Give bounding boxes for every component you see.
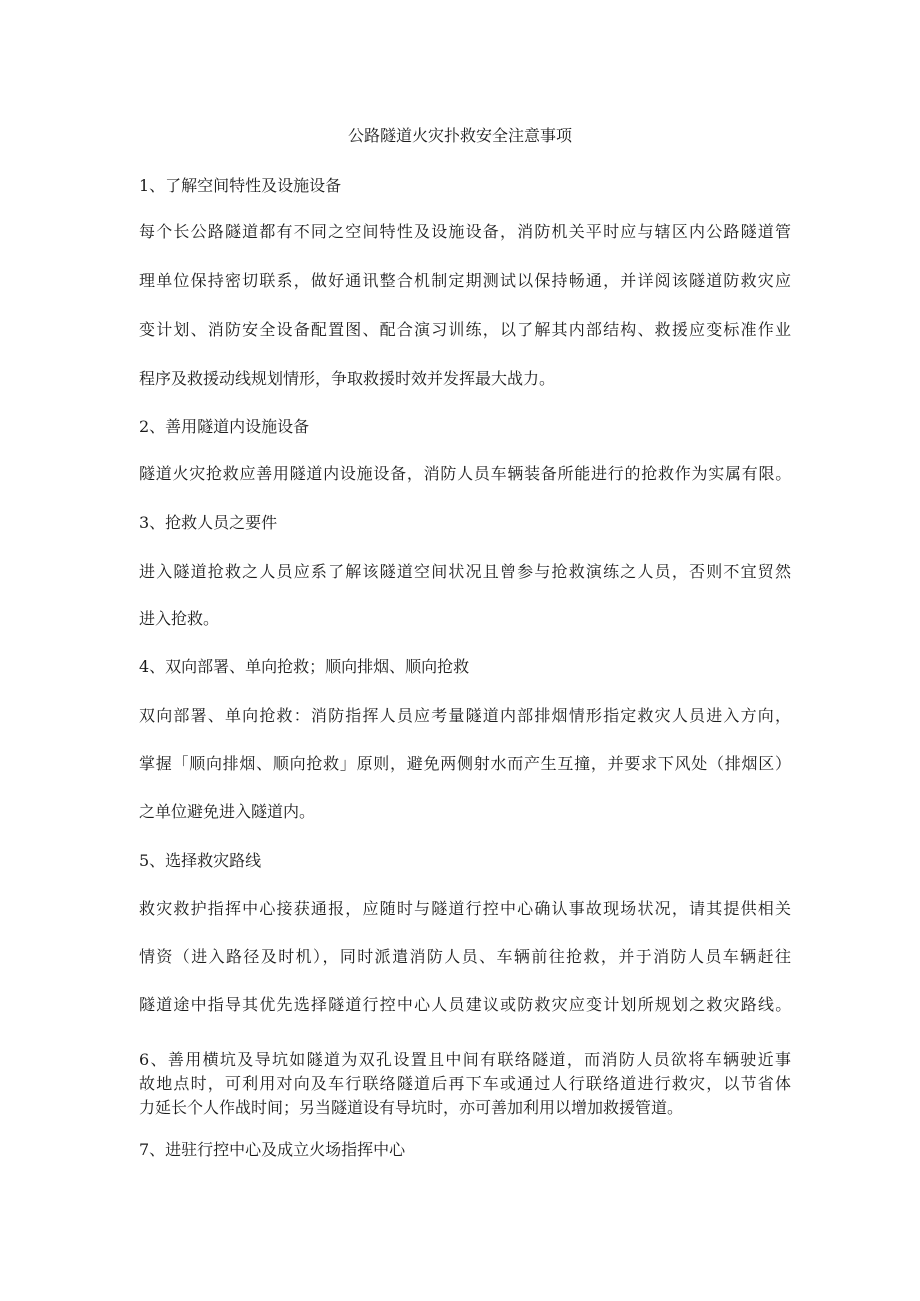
section-heading-7: 7、进驻行控中心及成立火场指挥中心 (139, 1140, 406, 1159)
paragraph-line: 进入隧道抢救之人员应系了解该隧道空间状况且曾参与抢救演练之人员，否则不宜贸然 (139, 562, 791, 581)
section-heading-1: 1、了解空间特性及设施设备 (139, 176, 342, 195)
paragraph-line: 故地点时，可利用对向及车行联络隧道后再下车或通过人行联络道进行救灾，以节省体 (139, 1074, 791, 1093)
section-heading-5: 5、选择救灾路线 (139, 851, 262, 870)
paragraph-line: 程序及救援动线规划情形，争取救援时效并发挥最大战力。 (139, 369, 556, 388)
paragraph-line: 理单位保持密切联系，做好通讯整合机制定期测试以保持畅通，并详阅该隧道防救灾应 (139, 271, 791, 290)
paragraph-line: 情资（进入路径及时机），同时派遣消防人员、车辆前往抢救，并于消防人员车辆赶往 (139, 947, 791, 966)
paragraph-line: 隧道火灾抢救应善用隧道内设施设备，消防人员车辆装备所能进行的抢救作为实属有限。 (139, 464, 791, 483)
document-title: 公路隧道火灾扑救安全注意事项 (347, 126, 572, 145)
paragraph-line: 救灾救护指挥中心接获通报，应随时与隧道行控中心确认事故现场状况，请其提供相关 (139, 899, 791, 918)
paragraph-line: 变计划、消防安全设备配置图、配合演习训练，以了解其内部结构、救援应变标准作业 (139, 320, 791, 339)
paragraph-line: 进入抢救。 (139, 609, 220, 628)
paragraph-line: 隧道途中指导其优先选择隧道行控中心人员建议或防救灾应变计划所规划之救灾路线。 (139, 995, 791, 1014)
section-heading-3: 3、抢救人员之要件 (139, 513, 278, 532)
paragraph-line: 每个长公路隧道都有不同之空间特性及设施设备，消防机关平时应与辖区内公路隧道管 (139, 222, 791, 241)
paragraph-line: 双向部署、单向抢救：消防指挥人员应考量隧道内部排烟情形指定救灾人员进入方向， (139, 706, 791, 725)
paragraph-line: 掌握「顺向排烟、顺向抢救」原则，避免两侧射水而产生互撞，并要求下风处（排烟区） (139, 754, 791, 773)
section-heading-2: 2、善用隧道内设施设备 (139, 417, 310, 436)
paragraph-line: 力延长个人作战时间；另当隧道设有导坑时，亦可善加利用以增加救援管道。 (139, 1098, 684, 1117)
section-heading-4: 4、双向部署、单向抢救；顺向排烟、顺向抢救 (139, 657, 470, 676)
paragraph-line: 之单位避免进入隧道内。 (139, 802, 316, 821)
paragraph-line: 6、善用横坑及导坑如隧道为双孔设置且中间有联络隧道，而消防人员欲将车辆驶近事 (139, 1050, 791, 1069)
